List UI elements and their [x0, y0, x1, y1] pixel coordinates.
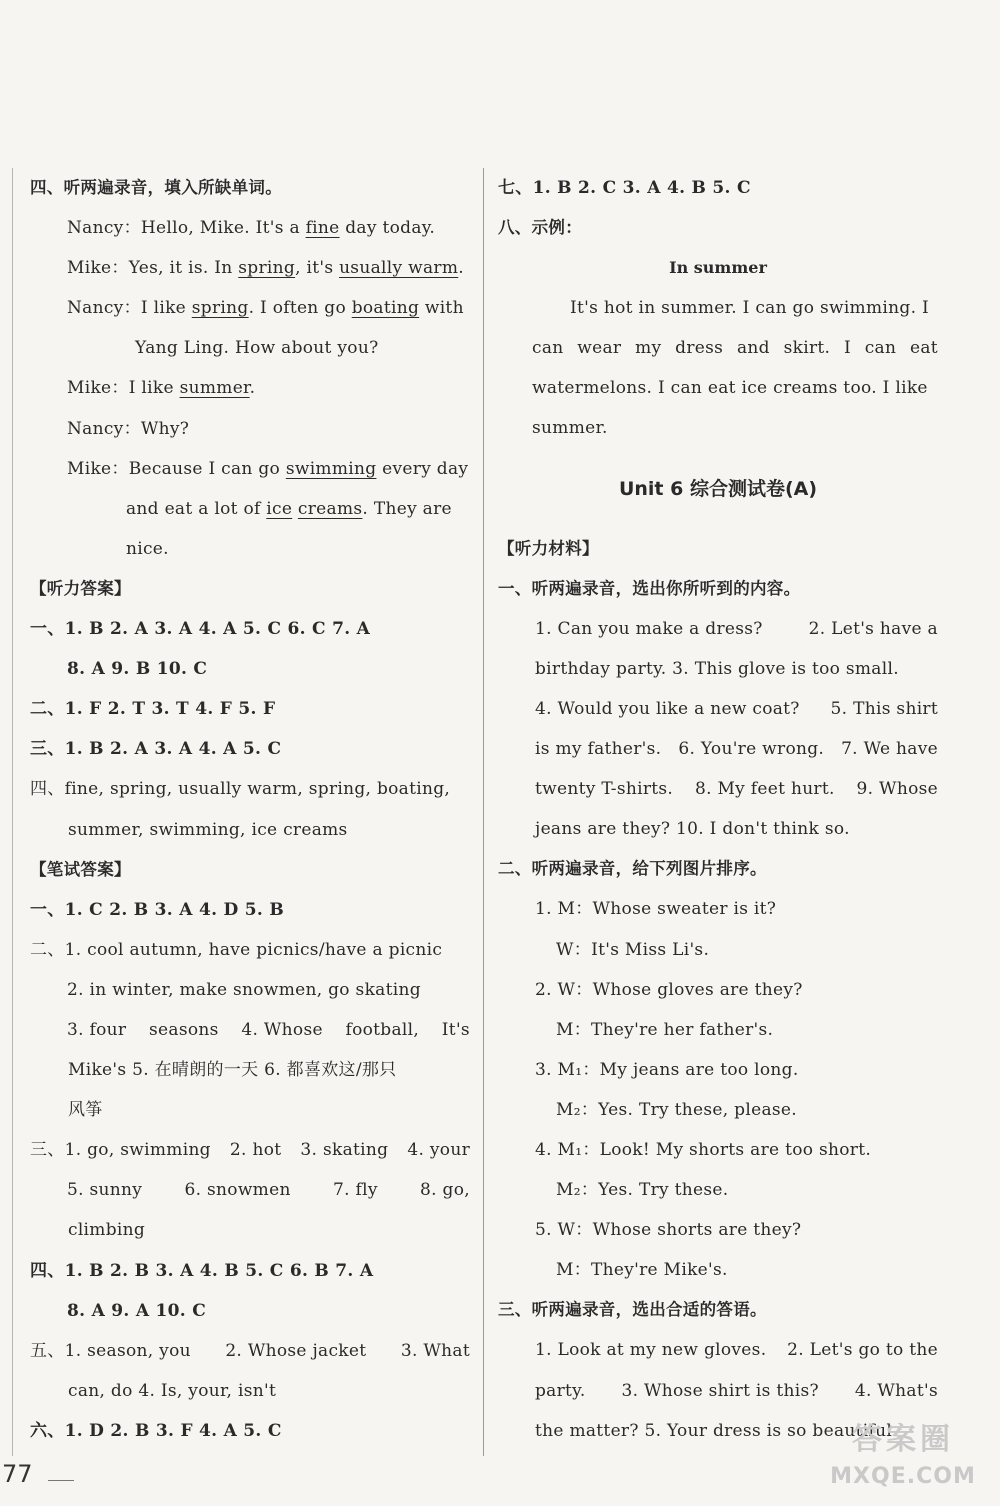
dialogue-line: Nancy：Why?: [67, 418, 190, 439]
material-line: M₂：Yes. Try these, please.: [556, 1099, 797, 1120]
section-heading: 一、听两遍录音，选出你所听到的内容。: [498, 578, 801, 598]
answer-line: 8. A 9. B 10. C: [67, 659, 208, 680]
answer-text: 3. What: [400, 1340, 470, 1361]
dialogue-line: Yang Ling. How about you?: [135, 338, 379, 359]
material-line: 2. W：Whose gloves are they?: [535, 979, 803, 1000]
left-column: [30, 168, 470, 1451]
page-number: 77: [2, 1460, 33, 1488]
section-heading: 四、听两遍录音，填入所缺单词。: [30, 178, 282, 197]
material-line: M：They're her father's.: [556, 1019, 774, 1040]
dialogue-line: [30, 368, 470, 408]
material-line: M₂：Yes. Try these.: [556, 1180, 729, 1201]
section-heading: 八、示例：: [498, 218, 582, 238]
material-line: [498, 609, 938, 649]
unit-title: Unit 6 综合测试卷(A): [618, 477, 818, 500]
material-text: 5. This shirt: [830, 698, 938, 719]
section-heading: 三、听两遍录音，选出合适的答语。: [498, 1300, 767, 1320]
essay-word: and: [736, 338, 770, 359]
answer-text: 三、1. go, swimming: [30, 1140, 211, 1161]
filled-blank: creams: [297, 498, 363, 519]
material-line: 4. M₁：Look! My shorts are too short.: [535, 1139, 872, 1160]
material-line: [498, 769, 938, 809]
answer-text: 2. hot: [229, 1140, 282, 1161]
watermark-url: MXQE.COM: [830, 1464, 976, 1489]
answer-text: 2. Whose jacket: [225, 1340, 367, 1361]
material-line: W：It's Miss Li's.: [556, 939, 710, 960]
dialogue-text: day today.: [339, 218, 436, 239]
filled-blank: summer: [179, 378, 250, 399]
answer-line: [30, 1331, 470, 1371]
answer-line: 六、1. D 2. B 3. F 4. A 5. C: [30, 1420, 282, 1441]
answer-line: [30, 1130, 470, 1170]
dialogue-line: [30, 288, 470, 328]
watermark-text: 答案圈: [852, 1422, 954, 1457]
answer-line: [30, 1010, 470, 1050]
dialogue-text: . I often go: [248, 298, 352, 319]
material-text: 9. Whose: [856, 779, 938, 800]
filled-blank: ice: [266, 498, 293, 519]
dialogue-text: .: [249, 378, 256, 399]
material-text: is my father's.: [535, 739, 662, 760]
material-text: party.: [535, 1380, 586, 1401]
answer-text: seasons: [149, 1019, 219, 1040]
essay-title: In summer: [669, 258, 767, 278]
answer-text: football,: [345, 1019, 420, 1040]
material-text: 2. Let's go to the: [787, 1340, 938, 1361]
material-line: 3. M₁：My jeans are too long.: [535, 1059, 799, 1080]
dialogue-text: with: [419, 298, 464, 319]
answer-line: 二、1. F 2. T 3. T 4. F 5. F: [30, 699, 276, 720]
material-line: [498, 729, 938, 769]
answer-line: 2. in winter, make snowmen, go skating: [67, 979, 421, 1000]
material-text: 4. Would you like a new coat?: [535, 698, 800, 719]
dialogue-line: [30, 248, 470, 288]
essay-word: I: [843, 338, 851, 359]
answer-line: 一、1. B 2. A 3. A 4. A 5. C 6. C 7. A: [30, 619, 371, 640]
essay-word: wear: [577, 338, 622, 359]
dialogue-text: Nancy：I like: [67, 298, 192, 319]
column-divider: [483, 168, 484, 1456]
dialogue-text: every day: [376, 458, 469, 479]
dialogue-text: Nancy：Hello, Mike. It's a: [67, 218, 306, 239]
essay-word: dress: [675, 338, 724, 359]
filled-blank: swimming: [285, 458, 377, 479]
answer-text: 5. sunny: [67, 1180, 143, 1201]
answer-text: 7. fly: [332, 1180, 378, 1201]
answer-line: Mike's 5. 在晴朗的一天 6. 都喜欢这/那只: [68, 1060, 397, 1081]
material-text: 3. Whose shirt is this?: [621, 1380, 819, 1401]
answer-line: 七、1. B 2. C 3. A 4. B 5. C: [498, 178, 751, 198]
dialogue-line: nice.: [126, 538, 169, 559]
dialogue-text: Mike：I like: [67, 378, 180, 399]
answer-line: summer, swimming, ice creams: [68, 819, 348, 840]
answer-line: 风筝: [68, 1100, 103, 1121]
dialogue-text: .: [458, 258, 464, 279]
answer-text: 4. your: [407, 1140, 470, 1161]
answer-text: 3. skating: [300, 1140, 389, 1161]
answer-line: [30, 1170, 470, 1210]
dialogue-text: . They are: [362, 498, 452, 519]
answer-text: 3. four: [67, 1019, 127, 1040]
material-line: M：They're Mike's.: [556, 1260, 728, 1281]
material-text: 2. Let's have a: [808, 618, 938, 639]
material-text: 7. We have: [841, 739, 938, 760]
essay-line: [498, 328, 938, 368]
essay-line: watermelons. I can eat ice creams too. I like: [532, 378, 928, 399]
dialogue-line: [30, 208, 470, 248]
answer-text: 8. go,: [420, 1180, 470, 1201]
answer-line: 四、fine, spring, usually warm, spring, boating,: [30, 779, 451, 800]
material-text: 1. Look at my new gloves.: [535, 1340, 767, 1361]
answer-line: 三、1. B 2. A 3. A 4. A 5. C: [30, 739, 282, 760]
page-number-rule: [48, 1480, 74, 1481]
filled-blank: fine: [305, 218, 340, 239]
left-margin-rule: [12, 168, 13, 1456]
answer-text: It's: [441, 1019, 470, 1040]
material-line: jeans are they? 10. I don't think so.: [535, 819, 850, 840]
answer-text: 五、1. season, you: [30, 1340, 191, 1361]
answer-line: climbing: [68, 1220, 146, 1241]
material-line: 1. M：Whose sweater is it?: [535, 899, 777, 920]
dialogue-text: Mike：Yes, it is. In: [67, 258, 239, 279]
listening-answers-heading: 【听力答案】: [30, 578, 131, 598]
answer-line: 四、1. B 2. B 3. A 4. B 5. C 6. B 7. A: [30, 1260, 374, 1281]
material-line: birthday party. 3. This glove is too small.: [535, 658, 899, 679]
answer-line: 二、1. cool autumn, have picnics/have a picnic: [30, 939, 443, 960]
material-text: twenty T-shirts.: [535, 779, 674, 800]
materials-heading: 【听力材料】: [498, 538, 599, 558]
watermark-logo: [808, 1418, 998, 1504]
filled-blank: usually warm: [339, 258, 459, 279]
material-line: [498, 689, 938, 729]
dialogue-text: Mike：Because I can go: [67, 458, 286, 479]
essay-word: can: [864, 338, 897, 359]
filled-blank: spring: [238, 258, 296, 279]
material-text: 6. You're wrong.: [678, 739, 825, 760]
material-text: 1. Can you make a dress?: [535, 618, 763, 639]
dialogue-line: [30, 449, 470, 489]
answer-line: can, do 4. Is, your, isn't: [68, 1380, 277, 1401]
right-column: [498, 168, 938, 1451]
essay-word: eat: [909, 338, 938, 359]
essay-word: can: [532, 338, 564, 359]
dialogue-text: and eat a lot of: [126, 498, 267, 519]
answer-line: 一、1. C 2. B 3. A 4. D 5. B: [30, 899, 285, 920]
essay-word: skirt.: [783, 338, 831, 359]
dialogue-line: [30, 489, 470, 529]
essay-line: It's hot in summer. I can go swimming. I: [570, 298, 929, 319]
material-text: 4. What's: [854, 1380, 938, 1401]
material-text: 8. My feet hurt.: [694, 779, 835, 800]
answer-line: 8. A 9. A 10. C: [67, 1300, 207, 1321]
material-line: the matter? 5. Your dress is so beautiful.: [535, 1420, 898, 1441]
essay-word: my: [635, 338, 662, 359]
answer-text: 6. snowmen: [184, 1180, 291, 1201]
filled-blank: boating: [351, 298, 420, 319]
essay-line: summer.: [532, 418, 608, 439]
written-answers-heading: 【笔试答案】: [30, 859, 131, 879]
filled-blank: spring: [191, 298, 249, 319]
answer-text: 4. Whose: [241, 1019, 323, 1040]
material-line: [498, 1371, 938, 1411]
dialogue-text: , it's: [295, 258, 340, 279]
section-heading: 二、听两遍录音，给下列图片排序。: [498, 859, 767, 879]
material-line: [498, 1330, 938, 1370]
material-line: 5. W：Whose shorts are they?: [535, 1220, 802, 1241]
